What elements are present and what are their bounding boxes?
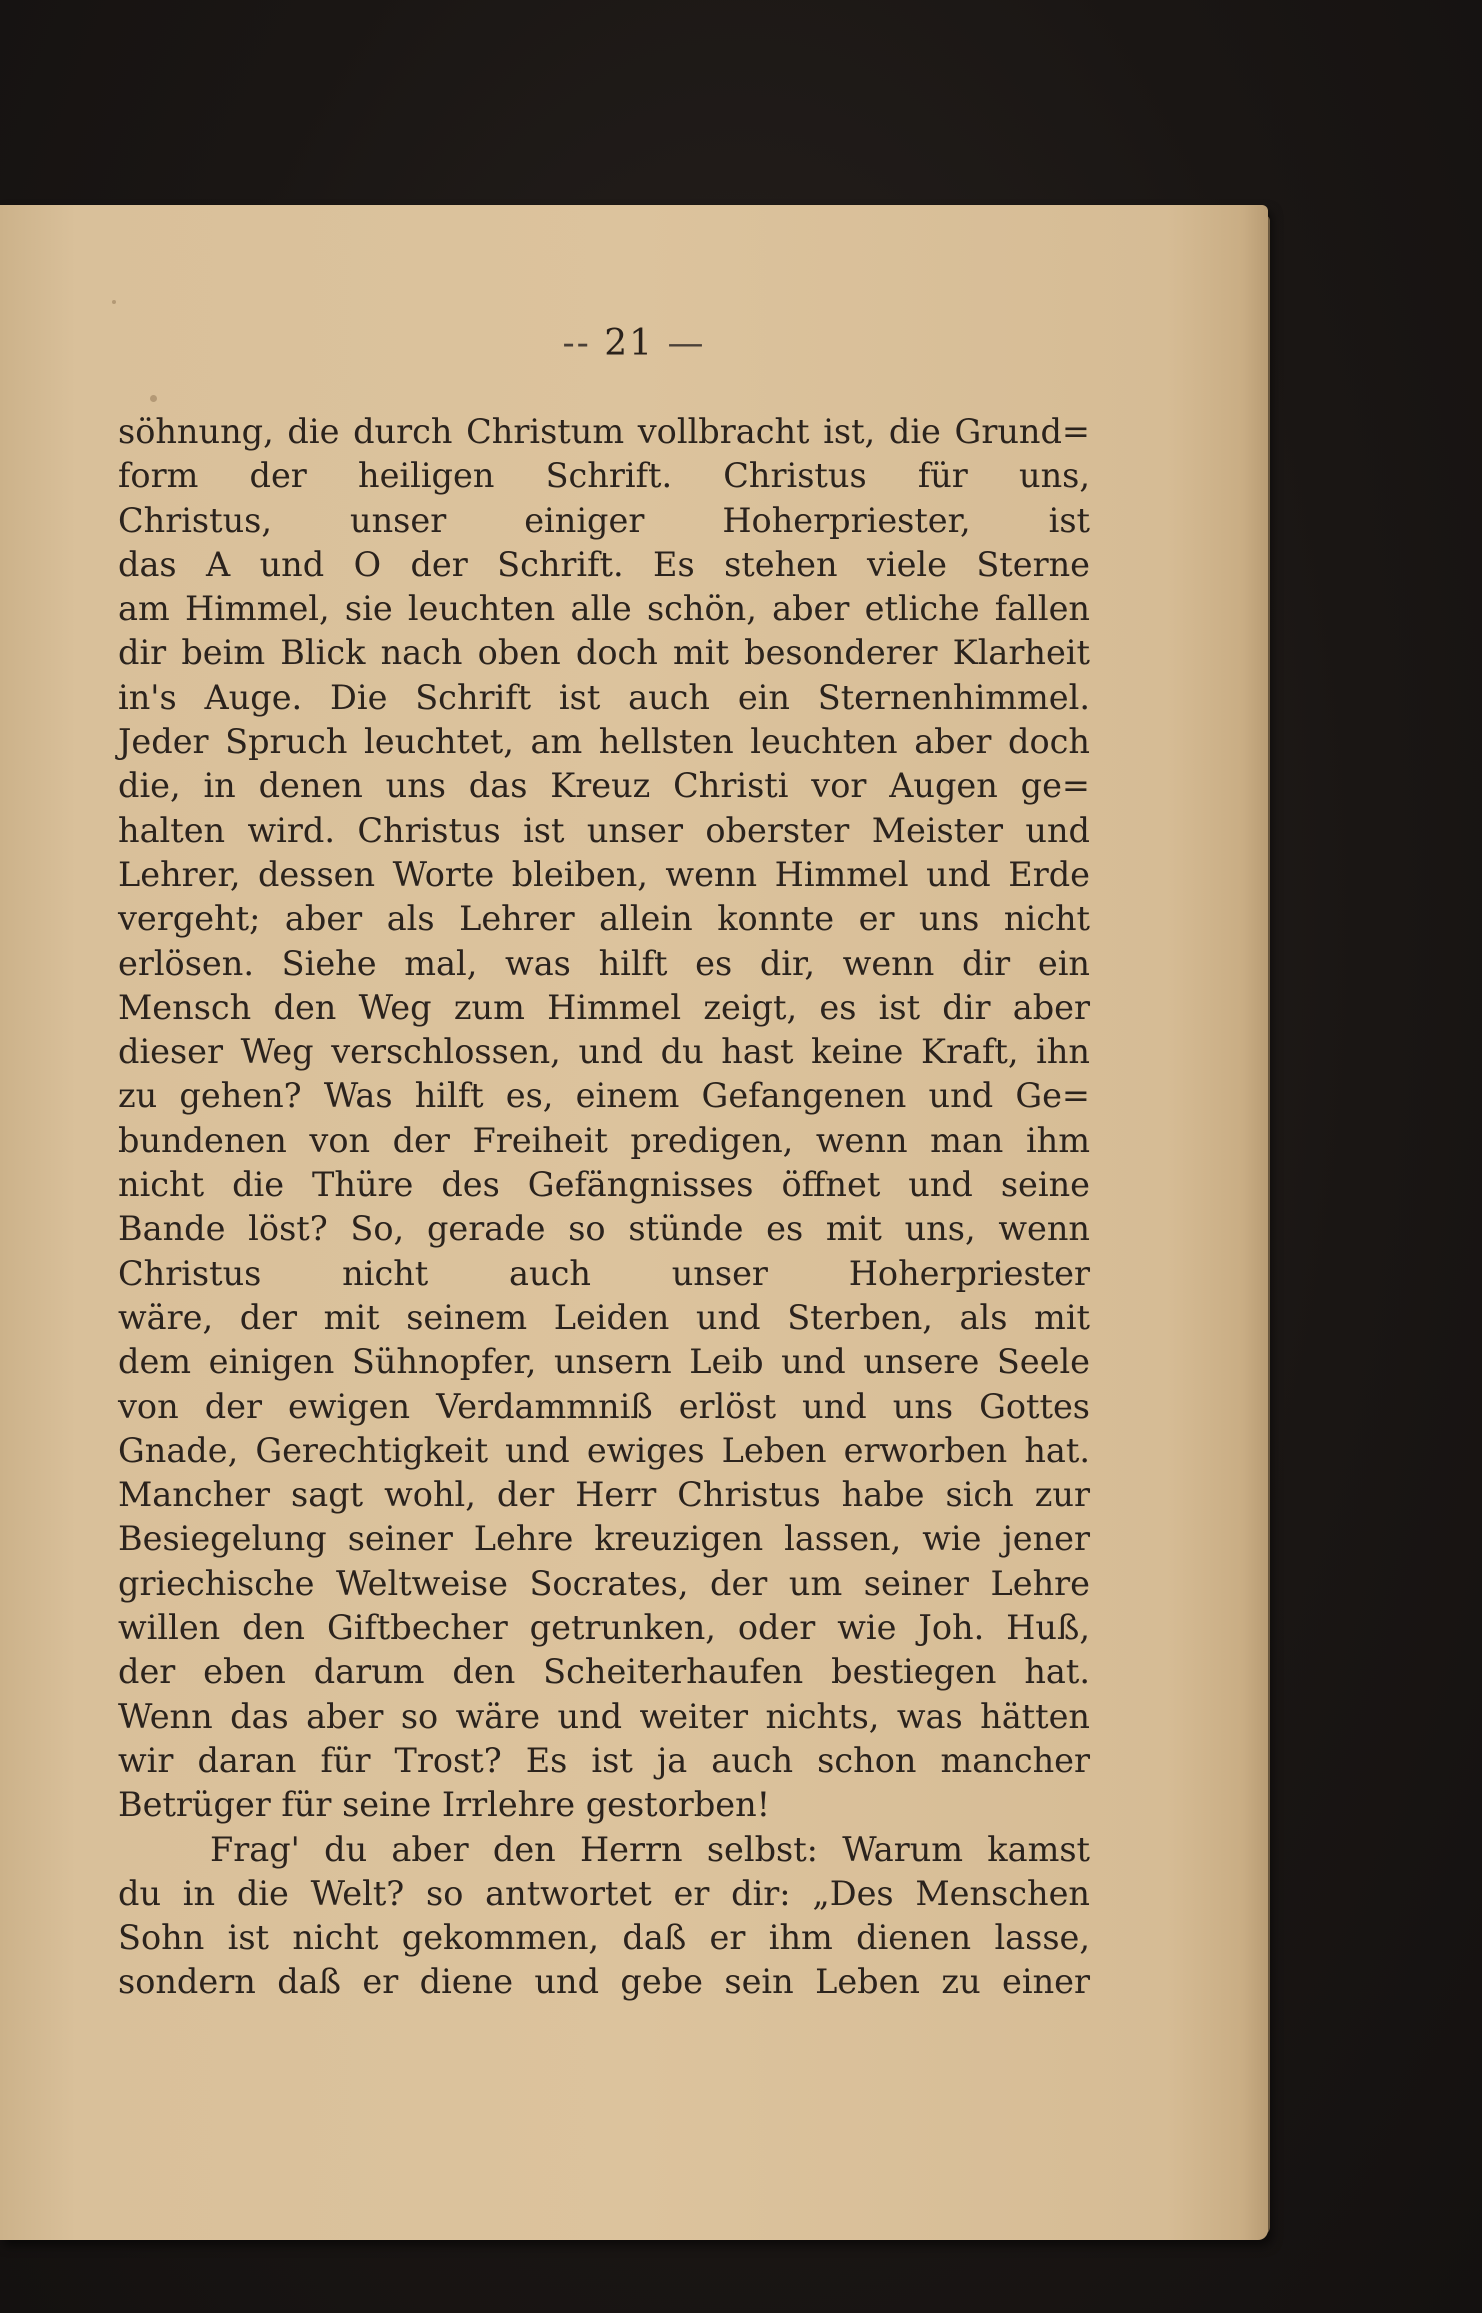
text-line: sondern daß er diene und gebe sein Leben zu einer: [118, 1962, 1090, 2002]
book-page: [0, 205, 1268, 2240]
text-line: halten wird. Christus ist unser oberster Meister und: [118, 810, 1090, 850]
text-line: Christus, unser einiger Hoherpriester, ist: [118, 500, 1090, 540]
text-line: Lehrer, dessen Worte bleiben, wenn Himmel und Erde: [118, 854, 1090, 894]
text-line: wäre, der mit seinem Leiden und Sterben, als mit: [118, 1297, 1090, 1337]
text-line: Gnade, Gerechtigkeit und ewiges Leben erworben hat.: [118, 1430, 1090, 1470]
text-line: dir beim Blick nach oben doch mit besonderer Klarheit: [118, 633, 1090, 673]
text-line: form der heiligen Schrift. Christus für uns,: [118, 456, 1090, 496]
text-line: Mancher sagt wohl, der Herr Christus habe sich zur: [118, 1475, 1090, 1515]
text-line: von der ewigen Verdammniß erlöst und uns Gottes: [118, 1386, 1090, 1426]
body-text: [118, 410, 1090, 2005]
text-line: dieser Weg verschlossen, und du hast keine Kraft, ihn: [118, 1032, 1090, 1072]
text-line-paragraph-start: Frag' du aber den Herrn selbst: Warum kamst: [210, 1829, 1090, 1869]
text-line: in's Auge. Die Schrift ist auch ein Sternenhimmel.: [118, 677, 1090, 717]
text-line: Sohn ist nicht gekommen, daß er ihm dienen lasse,: [118, 1918, 1090, 1958]
text-line: willen den Giftbecher getrunken, oder wie Joh. Huß,: [118, 1608, 1090, 1648]
text-line: söhnung, die durch Christum vollbracht ist, die Grund=: [118, 412, 1090, 451]
page-number-prefix: --: [562, 323, 605, 364]
text-line: der eben darum den Scheiterhaufen bestiegen hat.: [118, 1652, 1090, 1692]
text-line: griechische Weltweise Socrates, der um seiner Lehre: [118, 1563, 1090, 1603]
text-line: erlösen. Siehe mal, was hilft es dir, wenn dir ein: [118, 943, 1090, 983]
page-number: 21: [604, 323, 655, 364]
text-line: das A und O der Schrift. Es stehen viele Sterne: [118, 544, 1090, 584]
page-number-suffix: —: [654, 323, 706, 364]
text-line: Wenn das aber so wäre und weiter nichts, was hätten: [118, 1696, 1090, 1736]
text-line: vergeht; aber als Lehrer allein konnte er uns nicht: [118, 899, 1090, 939]
text-line: wir daran für Trost? Es ist ja auch schon mancher: [118, 1740, 1090, 1780]
text-line: Betrüger für seine Irrlehre gestorben!: [118, 1785, 771, 1825]
text-line: nicht die Thüre des Gefängnisses öffnet und seine: [118, 1165, 1090, 1205]
text-line: Mensch den Weg zum Himmel zeigt, es ist dir aber: [118, 987, 1090, 1027]
text-line: Christus nicht auch unser Hoherpriester: [118, 1253, 1090, 1293]
text-line: die, in denen uns das Kreuz Christi vor Augen ge=: [118, 766, 1090, 806]
text-line: bundenen von der Freiheit predigen, wenn man ihm: [118, 1120, 1090, 1160]
text-line: Besiegelung seiner Lehre kreuzigen lassen, wie jener: [118, 1519, 1090, 1559]
text-line: Jeder Spruch leuchtet, am hellsten leuchten aber doch: [118, 722, 1090, 762]
paper-spot: [112, 300, 116, 304]
paper-spot: [150, 395, 157, 402]
text-line: zu gehen? Was hilft es, einem Gefangenen und Ge=: [118, 1076, 1090, 1116]
text-line: Bande löst? So, gerade so stünde es mit uns, wenn: [118, 1209, 1090, 1249]
text-line: du in die Welt? so antwortet er dir: „Des Menschen: [118, 1873, 1090, 1913]
text-line: dem einigen Sühnopfer, unsern Leib und unsere Seele: [118, 1342, 1090, 1382]
text-line: am Himmel, sie leuchten alle schön, aber etliche fallen: [118, 589, 1090, 629]
page-header: [0, 323, 1268, 364]
